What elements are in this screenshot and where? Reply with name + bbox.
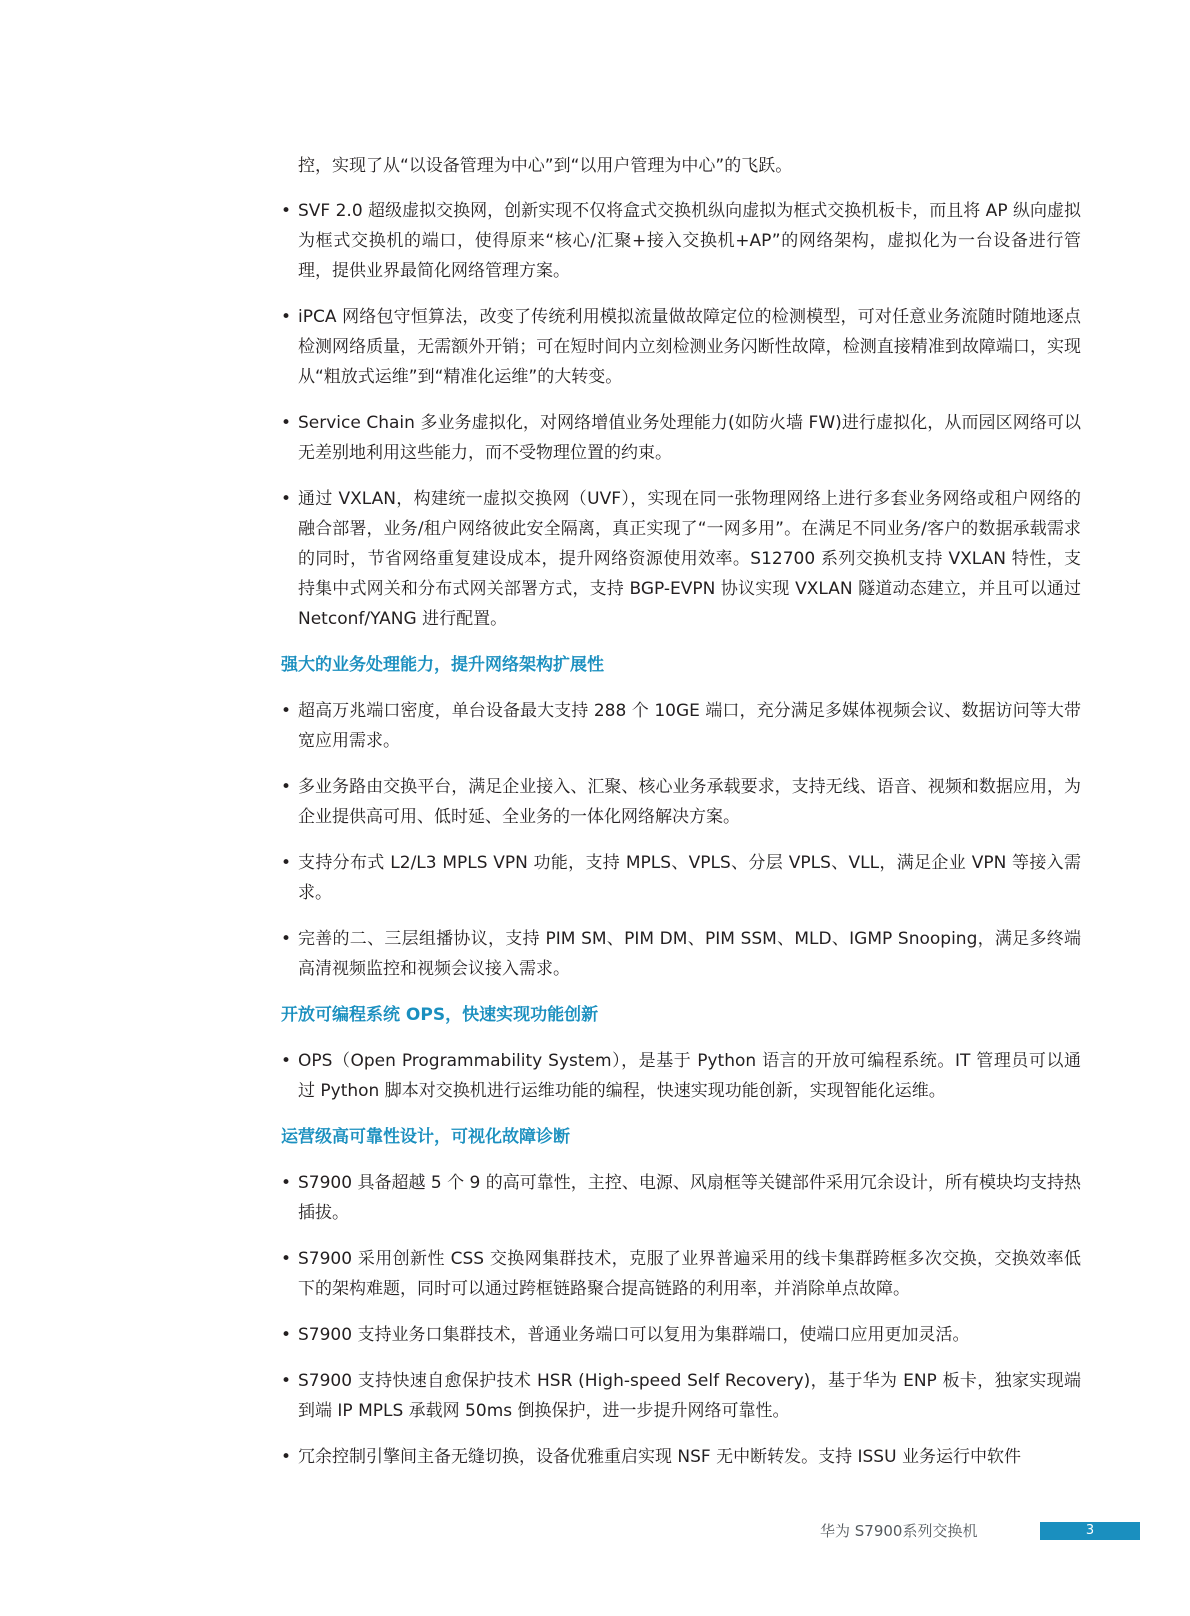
section-heading: 强大的业务处理能力，提升网络架构扩展性 <box>281 655 604 675</box>
bullet-icon: • <box>281 1447 292 1467</box>
bullet-icon: • <box>281 777 292 797</box>
bullet-icon: • <box>281 701 292 721</box>
bullet-icon: • <box>281 1325 292 1345</box>
bullet-icon: • <box>281 413 292 433</box>
bullet-icon: • <box>281 201 292 221</box>
section-heading: 开放可编程系统 OPS，快速实现功能创新 <box>281 1005 599 1025</box>
list-item: • S7900 支持快速自愈保护技术 HSR (High-speed Self Recovery)，基于华为 ENP 板卡，独家实现端到端 IP MPLS 承载网 50ms 倒换保护，进一步提升网络可靠性。 <box>281 1366 1081 1426</box>
bullet-icon: • <box>281 1173 292 1193</box>
bullet-icon: • <box>281 1051 292 1071</box>
list-item: • iPCA 网络包守恒算法，改变了传统利用模拟流量做故障定位的检测模型，可对任意业务流随时随地逐点检测网络质量，无需额外开销；可在短时间内立刻检测业务闪断性故障，检测直接精准到故障端口，实现从“粗放式运维”到“精准化运维”的大转变。 <box>281 302 1081 392</box>
list-item: • 冗余控制引擎间主备无缝切换，设备优雅重启实现 NSF 无中断转发。支持 ISSU 业务运行中软件 <box>281 1442 1081 1472</box>
section1-list <box>281 196 1081 634</box>
list-item: • 通过 VXLAN，构建统一虚拟交换网（UVF），实现在同一张物理网络上进行多套业务网络或租户网络的融合部署，业务/租户网络彼此安全隔离，真正实现了“一网多用”。在满足不同业务/客户的数据承载需求的同时，节省网络重复建设成本，提升网络资源使用效率。S12700 系列交换机支持 VXLAN 特性，支持集中式网关和分布式网关部署方式，支持 BGP-EVPN 协议实现 VXLAN 隧道动态建立，并且可以通过 Netconf/YANG 进行配置。 <box>281 484 1081 634</box>
bullet-icon: • <box>281 1371 292 1391</box>
bullet-icon: • <box>281 307 292 327</box>
page-number-badge: 3 <box>1040 1522 1140 1540</box>
section-heading: 运营级高可靠性设计，可视化故障诊断 <box>281 1127 570 1147</box>
list-item: • 超高万兆端口密度，单台设备最大支持 288 个 10GE 端口，充分满足多媒体视频会议、数据访问等大带宽应用需求。 <box>281 696 1081 756</box>
list-item: • OPS（Open Programmability System），是基于 Python 语言的开放可编程系统。IT 管理员可以通过 Python 脚本对交换机进行运维功能的编程，快速实现功能创新，实现智能化运维。 <box>281 1046 1081 1106</box>
continued-paragraph: 控，实现了从“以设备管理为中心”到“以用户管理为中心”的飞跃。 <box>298 156 793 176</box>
page-content <box>281 151 1081 1488</box>
list-item: • S7900 采用创新性 CSS 交换网集群技术，克服了业界普遍采用的线卡集群跨框多次交换，交换效率低下的架构难题，同时可以通过跨框链路聚合提高链路的利用率，并消除单点故障。 <box>281 1244 1081 1304</box>
bullet-icon: • <box>281 929 292 949</box>
list-item: • Service Chain 多业务虚拟化，对网络增值业务处理能力(如防火墙 FW)进行虚拟化，从而园区网络可以无差别地利用这些能力，而不受物理位置的约束。 <box>281 408 1081 468</box>
footer-product-name: 华为 S7900系列交换机 <box>820 1522 978 1540</box>
bullet-icon: • <box>281 489 292 509</box>
list-item: • S7900 支持业务口集群技术，普通业务端口可以复用为集群端口，使端口应用更加灵活。 <box>281 1320 1081 1350</box>
bullet-icon: • <box>281 853 292 873</box>
list-item: • 完善的二、三层组播协议，支持 PIM SM、PIM DM、PIM SSM、MLD、IGMP Snooping，满足多终端高清视频监控和视频会议接入需求。 <box>281 924 1081 984</box>
list-item: • 多业务路由交换平台，满足企业接入、汇聚、核心业务承载要求，支持无线、语音、视频和数据应用，为企业提供高可用、低时延、全业务的一体化网络解决方案。 <box>281 772 1081 832</box>
section4-list <box>281 1168 1081 1472</box>
section2-list <box>281 696 1081 984</box>
list-item: • SVF 2.0 超级虚拟交换网，创新实现不仅将盒式交换机纵向虚拟为框式交换机板卡，而且将 AP 纵向虚拟为框式交换机的端口，使得原来“核心/汇聚+接入交换机+AP”的网络架构，虚拟化为一台设备进行管理，提供业界最简化网络管理方案。 <box>281 196 1081 286</box>
bullet-icon: • <box>281 1249 292 1269</box>
section3-list <box>281 1046 1081 1106</box>
list-item: • 支持分布式 L2/L3 MPLS VPN 功能，支持 MPLS、VPLS、分层 VPLS、VLL，满足企业 VPN 等接入需求。 <box>281 848 1081 908</box>
list-item: • S7900 具备超越 5 个 9 的高可靠性，主控、电源、风扇框等关键部件采用冗余设计，所有模块均支持热插拔。 <box>281 1168 1081 1228</box>
